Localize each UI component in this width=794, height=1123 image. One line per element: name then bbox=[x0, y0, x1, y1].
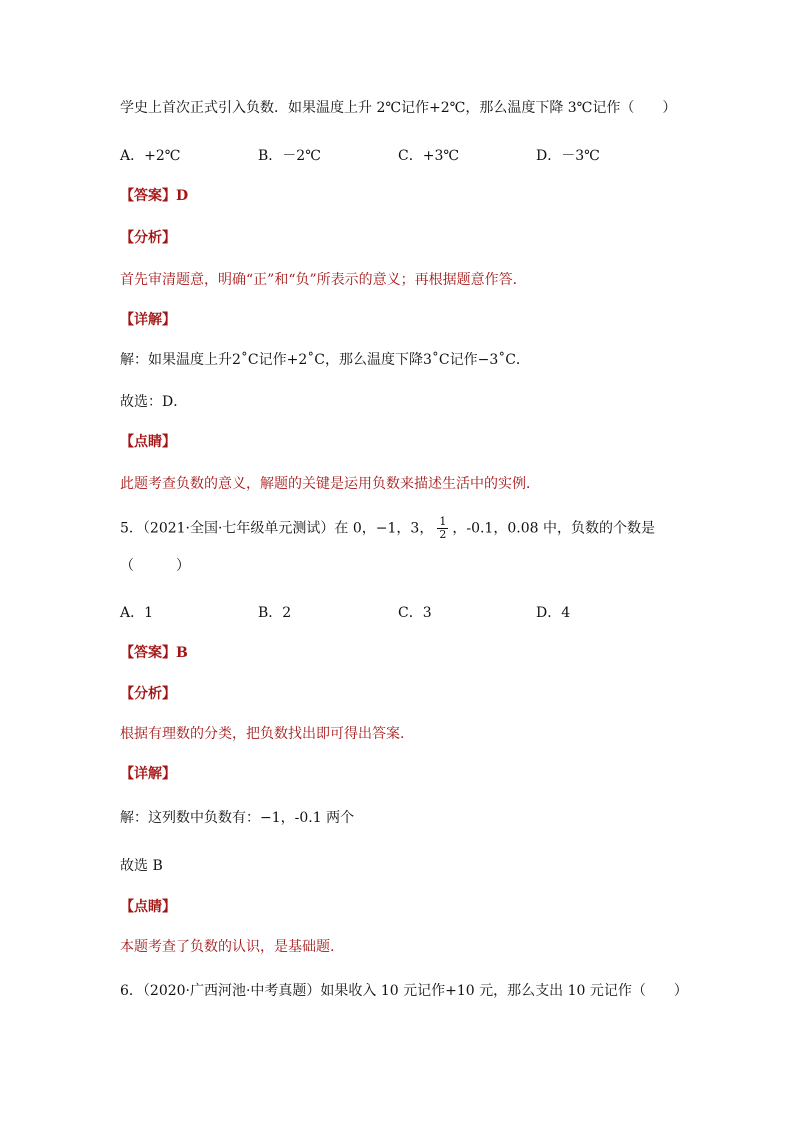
q5-option-c: C．3 bbox=[398, 605, 432, 621]
q4-stem: 学史上首次正式引入负数．如果温度上升 2℃记作+2℃，那么温度下降 3℃记作（ ） bbox=[120, 100, 677, 116]
q5-fraction-numerator: 1 bbox=[439, 515, 447, 528]
q5-comment-heading: 【点睛】 bbox=[120, 899, 176, 915]
q5-option-b: B．2 bbox=[258, 605, 292, 621]
q4-option-b: B．－2℃ bbox=[258, 148, 321, 164]
q5-detail-text: 解：这列数中负数有：−1，-0.1 两个 bbox=[120, 810, 355, 826]
q5-answer: 【答案】B bbox=[120, 645, 188, 661]
q4-detail-heading: 【详解】 bbox=[120, 312, 176, 328]
q5-stem-after: ，-0.1，0.08 中，负数的个数是 bbox=[452, 520, 655, 537]
q4-comment-heading: 【点睛】 bbox=[120, 434, 176, 450]
q4-choice: 故选：D． bbox=[120, 394, 188, 410]
q4-answer: 【答案】D bbox=[120, 188, 189, 204]
q4-option-c: C．+3℃ bbox=[398, 148, 460, 164]
q5-fraction bbox=[437, 516, 448, 541]
q4-comment-text: 此题考查负数的意义，解题的关键是运用负数来描述生活中的实例． bbox=[120, 476, 540, 492]
q4-detail-text: 解：如果温度上升2˚C记作+2˚C，那么温度下降3˚C记作−3˚C． bbox=[120, 352, 530, 368]
q5-stem bbox=[120, 516, 655, 541]
q5-paren: （ ） bbox=[120, 558, 190, 574]
q5-option-d: D．4 bbox=[536, 605, 571, 621]
q5-option-a: A．1 bbox=[120, 605, 154, 621]
q6-stem: 6．（2020·广西河池·中考真题）如果收入 10 元记作+10 元，那么支出 10 元记作（ ） bbox=[120, 983, 688, 999]
q5-analysis-text: 根据有理数的分类，把负数找出即可得出答案. bbox=[120, 726, 405, 742]
q5-comment-text: 本题考查了负数的认识，是基础题. bbox=[120, 939, 335, 955]
q5-fraction-denominator: 2 bbox=[439, 528, 447, 541]
q5-choice: 故选 B bbox=[120, 858, 163, 874]
q5-analysis-heading: 【分析】 bbox=[120, 686, 176, 702]
q5-detail-heading: 【详解】 bbox=[120, 766, 176, 782]
q4-option-d: D．－3℃ bbox=[536, 148, 600, 164]
q4-analysis-text: 首先审清题意，明确“正”和“负”所表示的意义；再根据题意作答． bbox=[120, 272, 527, 288]
q5-stem-before: 5．（2021·全国·七年级单元测试）在 0，−1，3， bbox=[120, 520, 434, 537]
q4-analysis-heading: 【分析】 bbox=[120, 230, 176, 246]
q4-option-a: A．+2℃ bbox=[120, 148, 181, 164]
